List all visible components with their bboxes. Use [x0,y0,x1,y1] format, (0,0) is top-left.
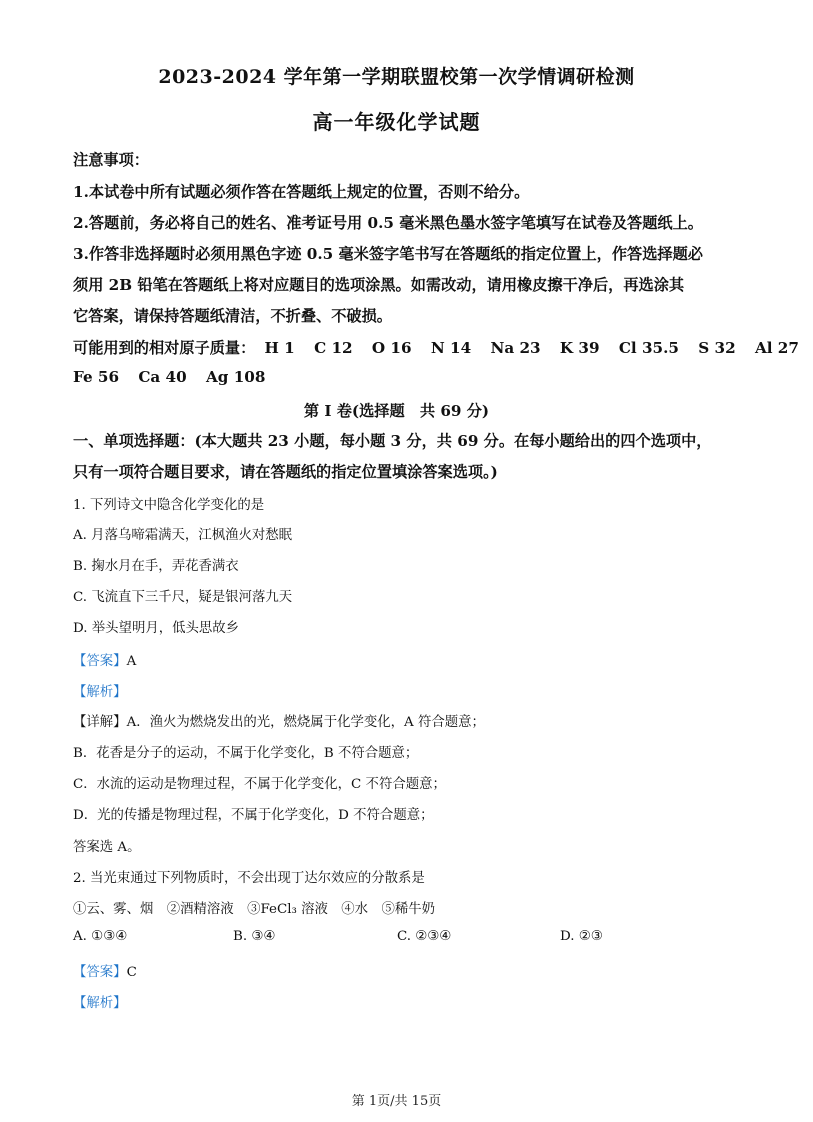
q2-option-d: D. ②③ [560,929,603,944]
atomic-mass: Cl 35.5 [618,339,679,357]
q1-option-b: B. 掬水月在手，弄花香满衣 [73,559,239,574]
notice-item-2: 2.答题前，务必将自己的姓名、准考证号用 0.5 毫米黑色墨水签字笔填写在试卷及答题纸上。 [73,214,703,232]
section-title: 第 I 卷(选择题 共 69 分) [303,402,490,420]
exam-title: 2023-2024 学年第一学期联盟校第一次学情调研检测 [158,66,635,88]
answer-value: A [126,654,137,669]
answer-value: C [126,965,137,980]
exam-subtitle: 高一年级化学试题 [312,110,481,134]
q1-option-d: D. 举头望明月，低头思故乡 [73,621,240,636]
section-instruction-1: 一、单项选择题：(本大题共 23 小题，每小题 3 分，共 69 分。在每小题给出的四个选项中， [73,432,712,450]
atomic-mass-line-1 [73,337,813,358]
atomic-mass: S 32 [698,339,736,357]
q2-items: ①云、雾、烟 ②酒精溶液 ③FeCl₃ 溶液 ④水 ⑤稀牛奶 [73,902,436,917]
q1-detail-d: D．光的传播是物理过程，不属于化学变化，D 不符合题意； [73,808,434,823]
notice-heading: 注意事项： [73,151,149,169]
q2-stem: 2. 当光束通过下列物质时，不会出现丁达尔效应的分散系是 [73,871,425,886]
notice-item-3-cont: 须用 2B 铅笔在答题纸上将对应题目的选项涂黑。如需改动，请用橡皮擦干净后，再选涂其 [73,276,685,294]
q2-option-b: B. ③④ [233,929,276,944]
notice-item-3-cont2: 它答案，请保持答题纸清洁，不折叠、不破损。 [73,307,392,325]
answer-tag: 【答案】 [73,965,127,980]
atomic-mass: Ag 108 [206,368,266,386]
q2-analysis-tag: 【解析】 [73,996,127,1011]
atomic-mass: Fe 56 [73,368,120,386]
notice-item-3: 3.作答非选择题时必须用黑色字迹 0.5 毫米签字笔书写在答题纸的指定位置上，作答选择题必 [73,245,703,263]
atomic-mass: Al 27 [754,339,799,357]
q1-detail-b: B．花香是分子的运动，不属于化学变化，B 不符合题意； [73,746,419,761]
atomic-mass-line-2 [73,368,279,386]
q1-option-c: C. 飞流直下三千尺，疑是银河落九天 [73,590,293,605]
detail-text: A．渔火为燃烧发出的光，燃烧属于化学变化，A 符合题意； [126,715,485,730]
q1-detail-c: C．水流的运动是物理过程，不属于化学变化，C 不符合题意； [73,777,446,792]
q2-option-c: C. ②③④ [397,929,452,944]
q2-options [73,929,723,949]
q1-detail-a [73,711,485,730]
q1-answer [73,650,136,669]
atomic-mass: K 39 [559,339,600,357]
atomic-mass: H 1 [264,339,295,357]
notice-item-1: 1.本试卷中所有试题必须作答在答题纸上规定的位置，否则不给分。 [73,183,530,201]
q2-answer [73,961,137,980]
atomic-mass: Ca 40 [138,368,187,386]
atomic-mass-label: 可能用到的相对原子质量： [73,339,256,357]
section-instruction-2: 只有一项符合题目要求，请在答题纸的指定位置填涂答案选项。) [73,463,498,481]
atomic-mass: O 16 [371,339,412,357]
q1-analysis-tag: 【解析】 [73,685,127,700]
atomic-mass: N 14 [430,339,472,357]
detail-tag: 【详解】 [73,715,127,730]
q1-stem: 1. 下列诗文中隐含化学变化的是 [73,498,265,513]
q2-option-a: A. ①③④ [73,929,128,944]
page-number: 第 1页/共 15页 [351,1094,442,1109]
q1-conclusion: 答案选 A。 [73,840,141,855]
atomic-mass: C 12 [314,339,353,357]
atomic-mass: Na 23 [490,339,541,357]
q1-option-a: A. 月落乌啼霜满天，江枫渔火对愁眠 [73,528,293,543]
answer-tag: 【答案】 [73,654,127,669]
